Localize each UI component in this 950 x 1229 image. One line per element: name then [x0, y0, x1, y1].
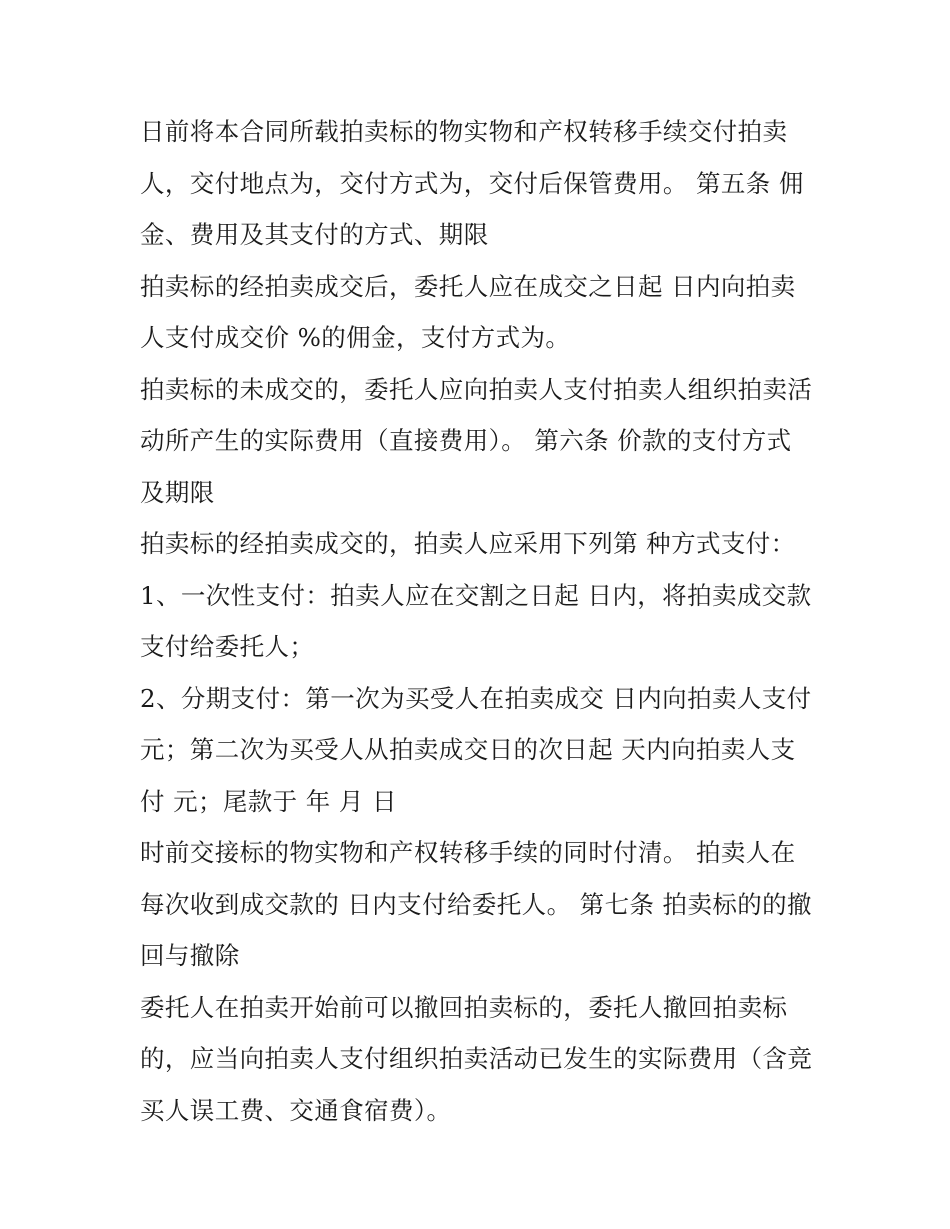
text-line: 付 元；尾款于 年 月 日 [140, 786, 397, 816]
document-body [140, 106, 830, 1136]
text-line: 日前将本合同所载拍卖标的物实物和产权转移手续交付拍卖 [140, 117, 788, 146]
text-line: 拍卖标的经拍卖成交后，委托人应在成交之日起 日内向拍卖 [140, 271, 796, 301]
text-line: 人，交付地点为，交付方式为，交付后保管费用。 第五条 佣 [140, 168, 804, 198]
text-line: 拍卖标的经拍卖成交的，拍卖人应采用下列第 种方式支付： [140, 529, 796, 558]
text-line: 时前交接标的物实物和产权转移手续的同时付清。 拍卖人在 [140, 838, 796, 867]
text-line: 1、一次性支付：拍卖人应在交割之日起 日内，将拍卖成交款 [140, 580, 812, 610]
text-line: 动所产生的实际费用（直接费用）。 第六条 价款的支付方式 [140, 426, 792, 455]
text-line: 回与撤除 [140, 941, 240, 970]
text-line: 人支付成交价 %的佣金，支付方式为。 [140, 323, 571, 352]
text-line: 每次收到成交款的 日内支付给委托人。 第七条 拍卖标的的撤 [140, 889, 812, 919]
text-line: 金、费用及其支付的方式、期限 [140, 220, 489, 249]
text-line: 元；第二次为买受人从拍卖成交日的次日起 天内向拍卖人支 [140, 735, 796, 764]
text-line: 的，应当向拍卖人支付组织拍卖活动已发生的实际费用（含竞 [140, 1044, 813, 1073]
text-line: 及期限 [140, 477, 215, 507]
text-line: 支付给委托人； [140, 632, 315, 661]
text-line: 买人误工费、交通食宿费）。 [140, 1095, 452, 1125]
text-line: 委托人在拍卖开始前可以撤回拍卖标的，委托人撤回拍卖标 [140, 992, 788, 1022]
text-line: 2、分期支付：第一次为买受人在拍卖成交 日内向拍卖人支付 [140, 683, 812, 713]
text-line: 拍卖标的未成交的，委托人应向拍卖人支付拍卖人组织拍卖活 [140, 374, 813, 404]
